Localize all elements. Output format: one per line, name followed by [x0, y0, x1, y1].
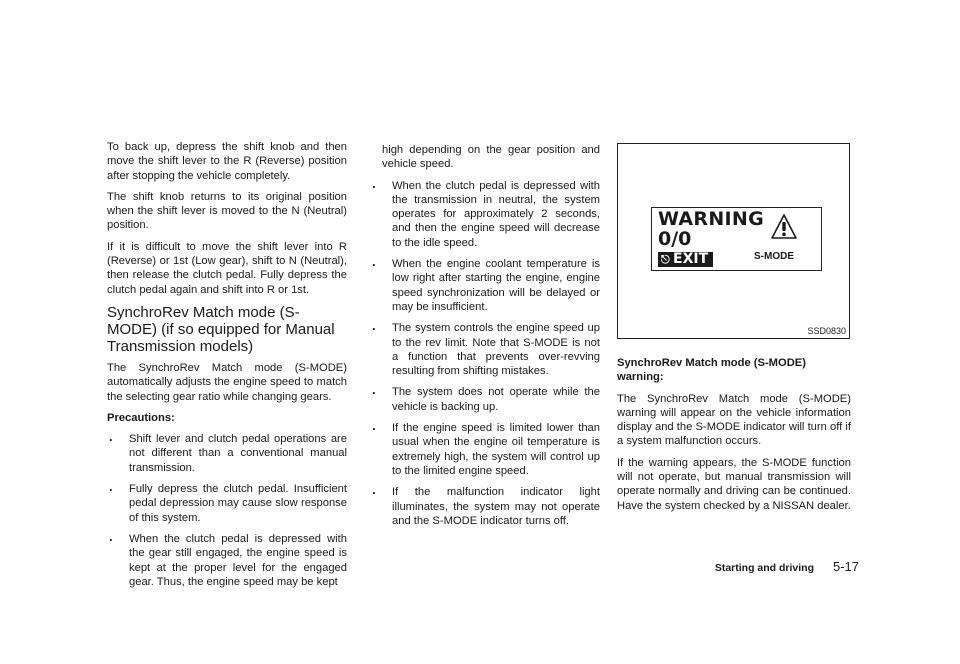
list-item: . The system does not operate while the vehicle is backing up. [372, 382, 600, 413]
display-counter: 0/0 [658, 228, 692, 250]
list-item: . If the malfunction indicator light illuminates, the system may not operate and the S-MODE indicator turns off. [372, 482, 600, 527]
vehicle-information-display [651, 207, 822, 271]
list-item: . Shift lever and clutch pedal operations are not different than a conventional manual transmission. [109, 429, 347, 474]
bullet-icon: . [372, 254, 376, 270]
warning-triangle-icon [771, 214, 797, 240]
list-item: . When the engine coolant temperature is low right after starting the engine, engine speed synchronization will be delayed or may be insufficient. [372, 254, 600, 313]
paragraph: The SynchroRev Match mode (S-MODE) automatically adjusts the engine speed to match the selecting gear ratio while changing gears. [107, 361, 347, 403]
footer-section-title: Starting and driving [714, 562, 814, 574]
paragraph-continuation: high depending on the gear position and vehicle speed. [382, 144, 600, 171]
right-column [617, 350, 851, 520]
paragraph: If it is difficult to move the shift lever into R (Reverse) or 1st (Low gear), shift to N (Neutral), then release the clutch pedal. Fully depress the clutch pedal again and shift into R or 1st. [107, 240, 347, 296]
list-item: . When the clutch pedal is depressed with the gear still engaged, the engine speed is kept at the proper level for the engaged gear. Thus, the engine speed may be kept [109, 528, 347, 588]
precautions-list-continued [370, 175, 600, 529]
bullet-icon: . [372, 382, 376, 398]
paragraph: The shift knob returns to its original position when the shift lever is moved to the N (Neutral) position. [107, 190, 347, 232]
list-item: . Fully depress the clutch pedal. Insufficient pedal depression may cause slow response of this system. [109, 479, 347, 524]
exit-button: ⎋ EXIT [658, 252, 713, 267]
bullet-icon: . [109, 528, 113, 544]
page-footer [0, 559, 960, 579]
page-number: 5-17 [832, 559, 859, 574]
middle-column [370, 143, 600, 535]
paragraph: If the warning appears, the S-MODE function will not operate, but manual transmission will operate normally and driving can be continued. Have the system checked by a NISSAN dealer. [617, 456, 851, 512]
bullet-icon: . [372, 482, 376, 498]
exit-arrow-icon: ⎋ [661, 253, 670, 266]
bullet-icon: . [372, 318, 376, 334]
precautions-heading: Precautions: [107, 411, 175, 424]
paragraph: The SynchroRev Match mode (S-MODE) warning will appear on the vehicle information display and the S-MODE indicator will turn off if a system malfunction occurs. [617, 392, 851, 448]
warning-subheading: SynchroRev Match mode (S-MODE) warning: [617, 357, 806, 384]
bullet-icon: . [109, 479, 113, 495]
bullet-icon: . [109, 429, 113, 445]
display-title: WARNING [658, 208, 765, 230]
list-item: . If the engine speed is limited lower than usual when the engine oil temperature is extremely high, the system will control up to the limited engine speed. [372, 418, 600, 477]
section-heading: SynchroRev Match mode (S-MODE) (if so equipped for Manual Transmission models) [107, 303, 335, 355]
list-item: . The system controls the engine speed up to the rev limit. Note that S-MODE is not a function that prevents over-revving resulting from shifting mistakes. [372, 318, 600, 378]
left-column [107, 140, 347, 596]
bullet-icon: . [372, 418, 376, 434]
s-mode-indicator-label: S-MODE [754, 251, 794, 262]
warning-display-figure [617, 143, 850, 339]
list-item: . When the clutch pedal is depressed with the transmission in neutral, the system operates for approximately 2 seconds, and then the engine speed will decrease to the idle speed. [372, 175, 600, 249]
paragraph: To back up, depress the shift knob and then move the shift lever to the R (Reverse) position after stopping the vehicle completely. [107, 141, 347, 182]
bullet-icon: . [372, 175, 376, 191]
figure-code: SSD0830 [807, 326, 846, 336]
